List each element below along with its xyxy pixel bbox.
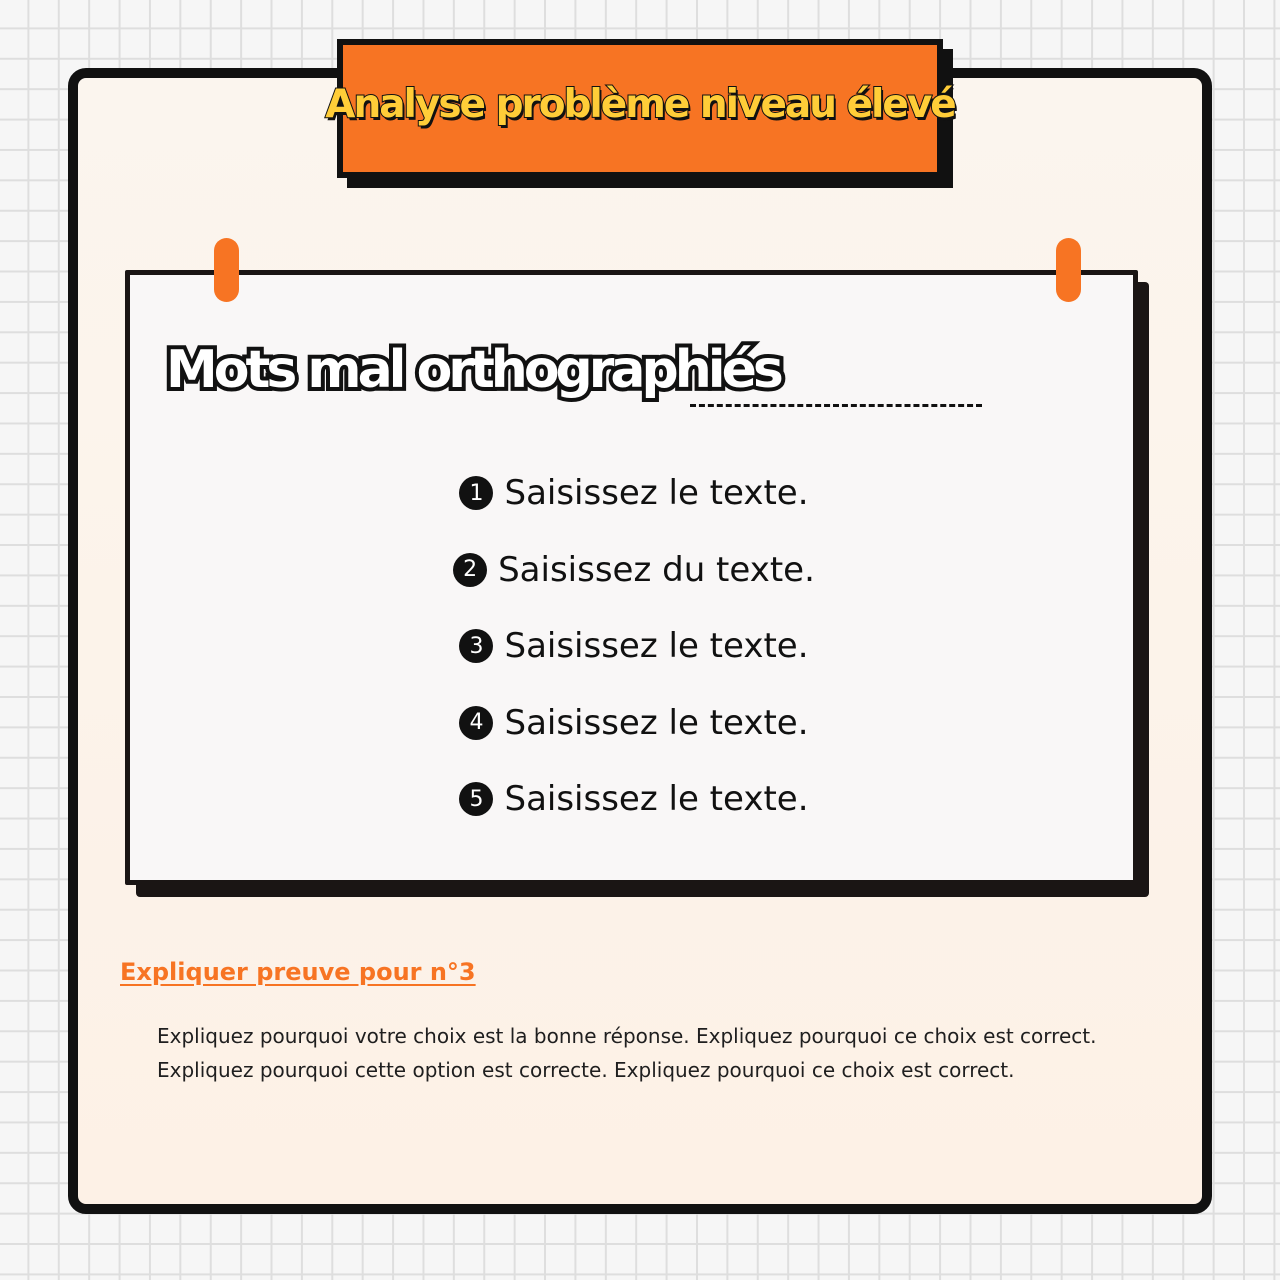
list-item-text: Saisissez le texte. [504,702,809,743]
list-item-text: Saisissez le texte. [504,626,809,667]
list-item-text: Saisissez le texte. [504,473,809,514]
number-2-icon: 2 [453,553,487,587]
list-item-text: Saisissez le texte. [504,779,809,820]
number-1-icon: 1 [459,476,493,510]
explanation-line-1: Expliquez pourquoi votre choix est la bonne réponse. Expliquez pourquoi ce choix est correct. [157,1024,1097,1048]
list-item-3[interactable] [130,608,1138,685]
title-dashed-underline [690,404,982,407]
explanation-text [157,1019,1117,1087]
explanation-heading: Expliquer preuve pour n°3 [120,958,476,986]
list-item-4[interactable] [130,685,1138,762]
list-item-text: Saisissez du texte. [498,549,815,590]
right-clip-icon [1056,238,1081,302]
answer-list [130,455,1138,838]
number-4-icon: 4 [459,706,493,740]
list-item-1[interactable] [130,455,1138,532]
list-item-5[interactable] [130,761,1138,838]
explanation-line-2: Expliquez pourquoi cette option est correcte. Expliquez pourquoi ce choix est correct. [157,1058,1015,1082]
page-title: Analyse problème niveau élevé [325,82,955,127]
number-3-icon: 3 [459,629,493,663]
number-5-icon: 5 [459,782,493,816]
list-item-2[interactable] [130,532,1138,609]
left-clip-icon [214,238,239,302]
list-title: Mots mal orthographiés [166,340,780,400]
